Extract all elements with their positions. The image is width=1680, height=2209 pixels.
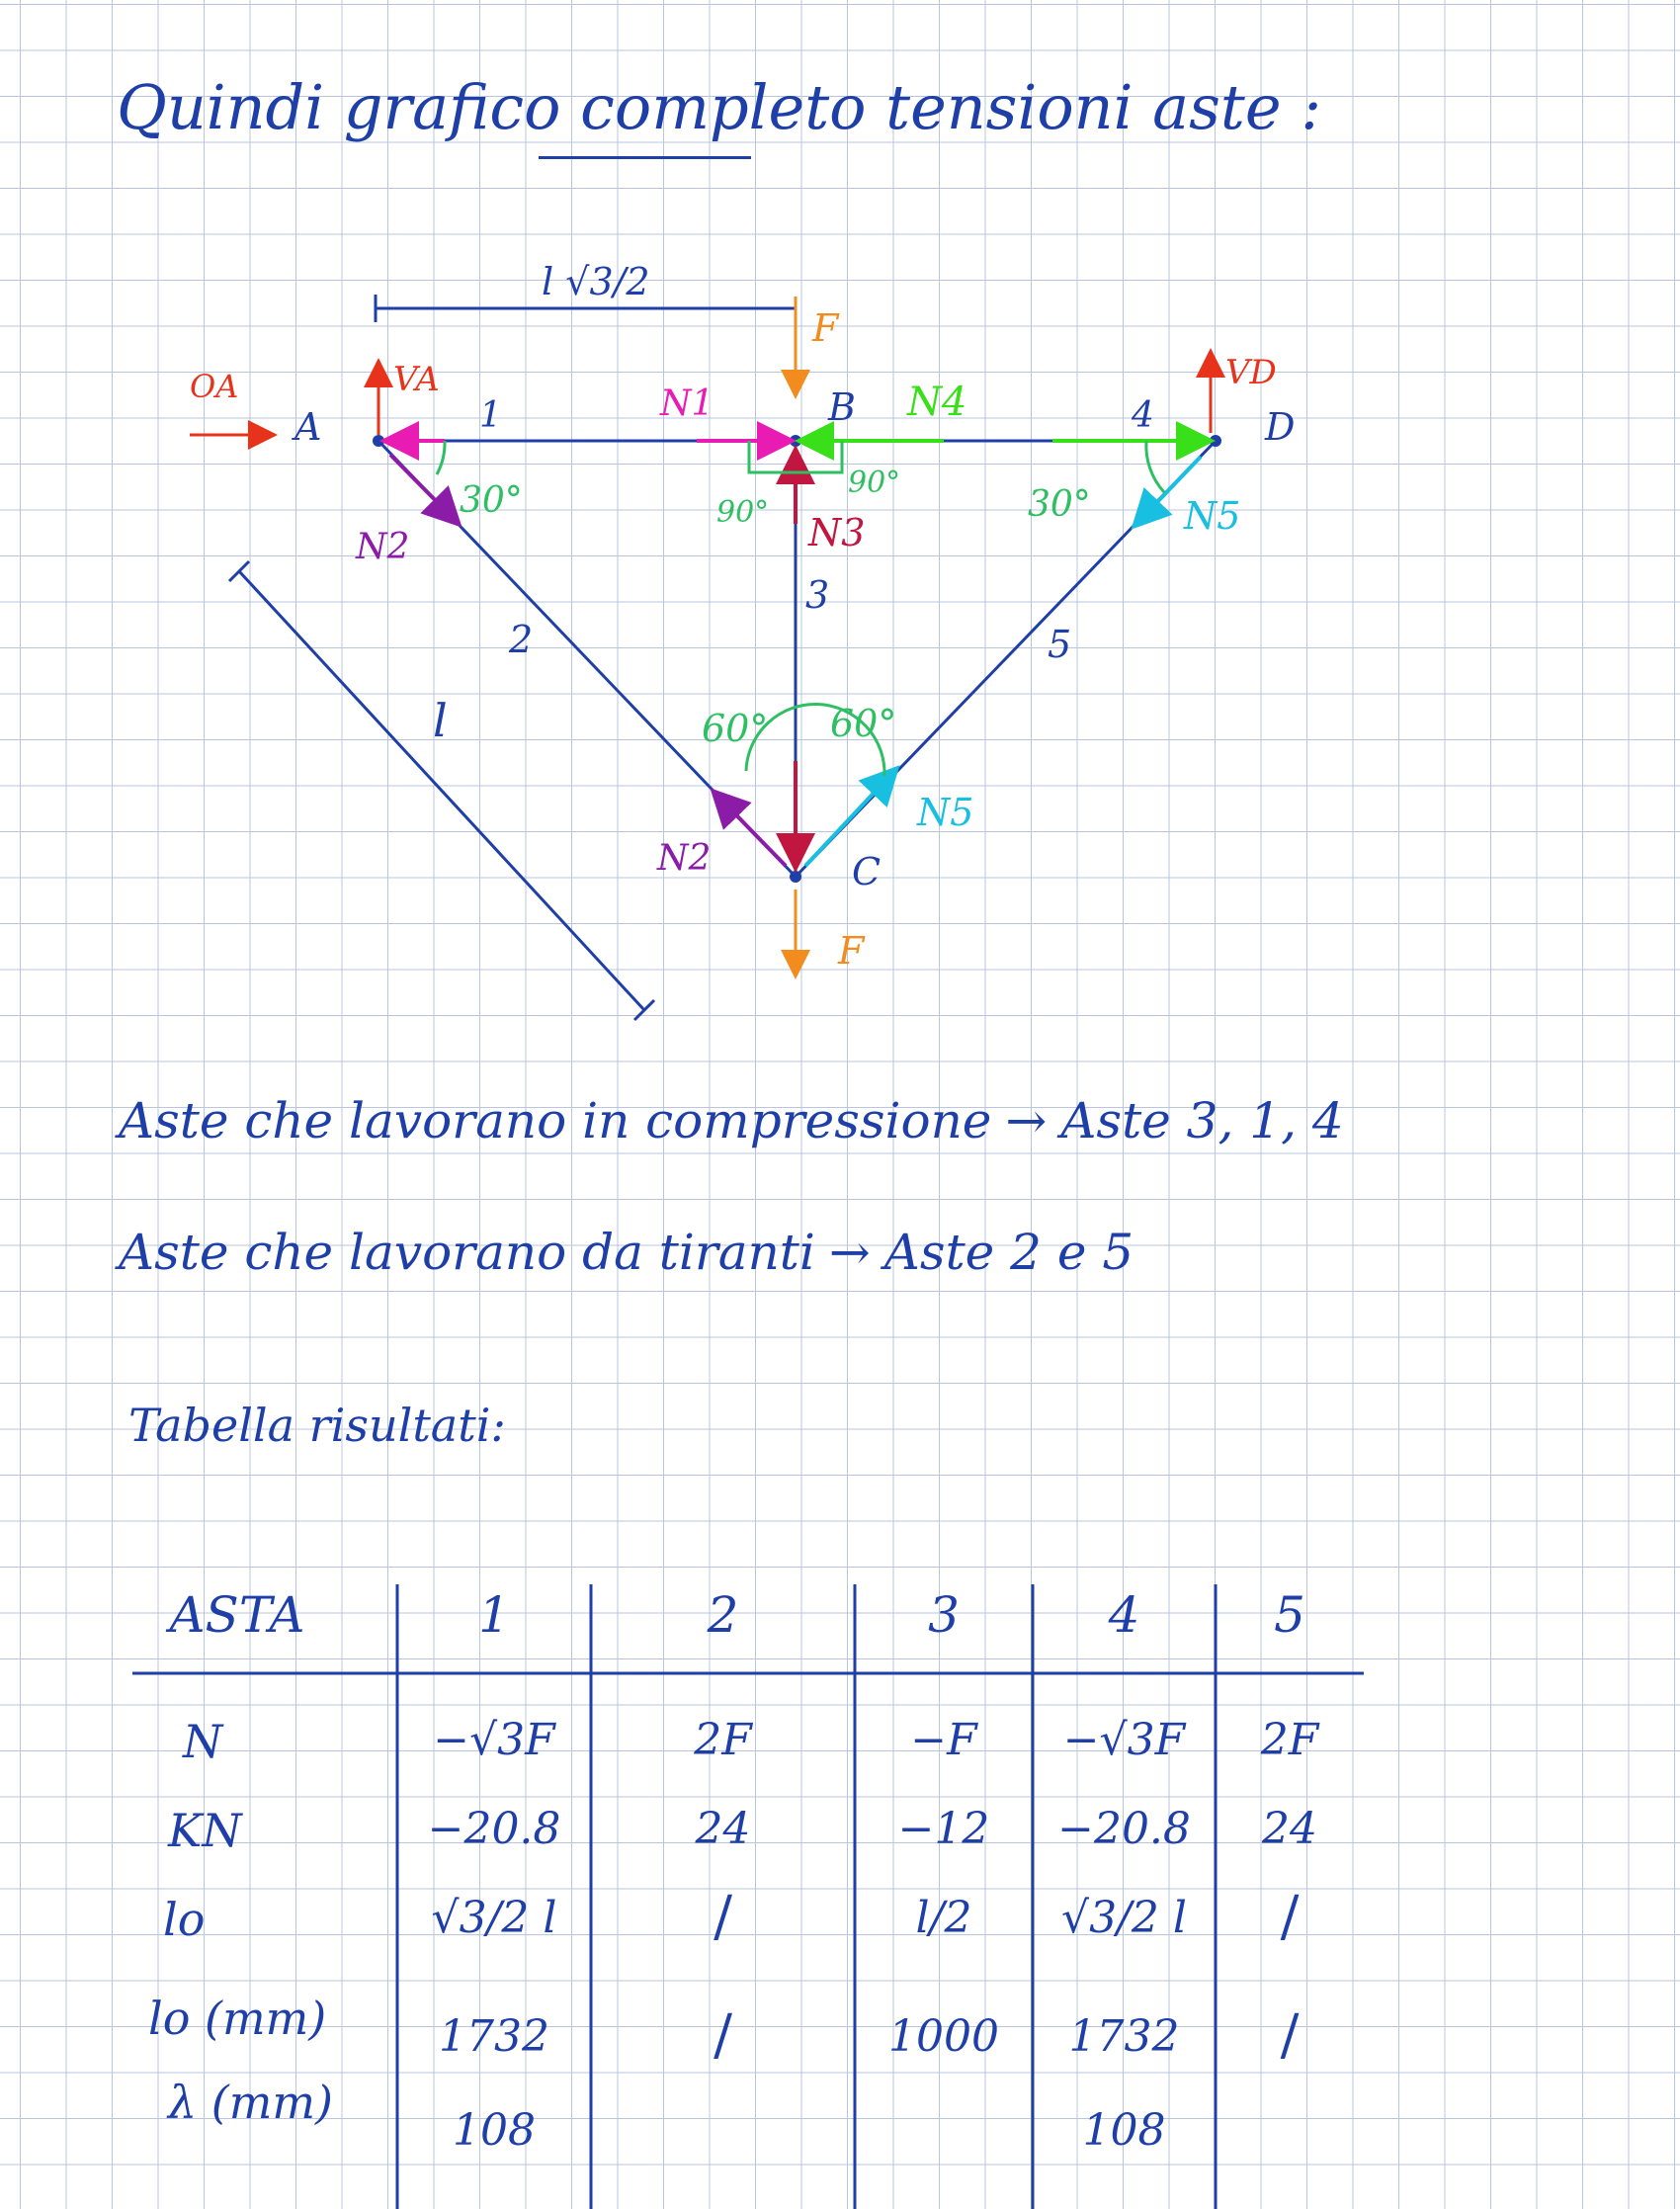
bar-label-1: 1 xyxy=(479,395,502,436)
table-cell: / xyxy=(714,1885,732,1949)
table-cell: −√3F xyxy=(433,1715,555,1765)
dimension-diagonal-label: l xyxy=(433,694,448,747)
tension-text: Aste che lavorano da tiranti xyxy=(119,1224,815,1281)
node-label-a: A xyxy=(294,405,322,449)
node-b-point xyxy=(790,435,801,447)
n2-label-top: N2 xyxy=(356,527,410,567)
angle-a-30: 30° xyxy=(460,480,523,521)
table-cell: / xyxy=(1280,2003,1300,2068)
row-label-lo: lo xyxy=(163,1893,206,1946)
row-label-kn: KN xyxy=(168,1804,242,1857)
tension-result: Aste 2 e 5 xyxy=(883,1224,1134,1281)
node-a-point xyxy=(373,435,384,447)
table-header-4: 4 xyxy=(1108,1586,1140,1644)
table-cell: 2F xyxy=(694,1715,752,1765)
table-header-asta: ASTA xyxy=(169,1586,305,1644)
n2-arrow-a xyxy=(390,455,457,522)
reaction-va-label: VA xyxy=(393,360,440,399)
arrow-right-icon: → xyxy=(828,1224,871,1281)
n5-label-bottom: N5 xyxy=(917,791,974,834)
n5-arrow-c xyxy=(805,771,894,866)
bar-label-4: 4 xyxy=(1132,395,1154,436)
angle-b-90-left: 90° xyxy=(716,495,770,530)
row-label-lo-mm: lo (mm) xyxy=(148,1992,327,2045)
angle-b-90-right: 90° xyxy=(848,466,901,500)
angle-d-30: 30° xyxy=(1028,484,1091,525)
dimension-top-label: l √3/2 xyxy=(542,260,650,303)
n4-label: N4 xyxy=(907,380,967,425)
table-cell: 1732 xyxy=(439,2011,549,2062)
table-header-1: 1 xyxy=(478,1586,510,1644)
n3-label: N3 xyxy=(808,511,866,554)
n1-label: N1 xyxy=(660,383,714,424)
compression-text: Aste che lavorano in compressione xyxy=(119,1092,992,1149)
angle-c-60-right: 60° xyxy=(830,702,897,745)
dimension-diagonal xyxy=(229,561,654,1020)
tension-line xyxy=(119,1224,1134,1281)
bar-label-2: 2 xyxy=(509,618,534,661)
table-cell: 108 xyxy=(1082,2105,1166,2156)
force-f-bottom-label: F xyxy=(838,929,865,973)
dimension-top xyxy=(376,260,796,322)
force-f-top-label: F xyxy=(812,306,839,350)
n5-label-top: N5 xyxy=(1184,494,1241,538)
table-cell: √3/2 l xyxy=(431,1893,557,1943)
angle-c-60-left: 60° xyxy=(702,707,769,750)
table-header-3: 3 xyxy=(928,1586,960,1644)
node-d-point xyxy=(1210,435,1221,447)
row-label-n: N xyxy=(183,1715,223,1768)
bar-label-5: 5 xyxy=(1048,623,1072,666)
table-cell: −20.8 xyxy=(427,1804,561,1854)
node-label-c: C xyxy=(852,850,882,893)
table-cell: 108 xyxy=(453,2105,536,2156)
table-header-2: 2 xyxy=(707,1586,739,1644)
node-label-b: B xyxy=(828,385,856,429)
table-cell: 1000 xyxy=(888,2011,999,2062)
compression-result: Aste 3, 1, 4 xyxy=(1060,1092,1344,1149)
table-cell: −F xyxy=(910,1715,977,1765)
table-cell: −12 xyxy=(897,1804,990,1854)
n2-arrow-c xyxy=(715,794,786,866)
bar-label-3: 3 xyxy=(805,573,830,617)
n2-label-bottom: N2 xyxy=(657,838,712,879)
reaction-oa-label: OA xyxy=(190,368,239,405)
node-c-point xyxy=(790,871,801,883)
row-label-lambda: λ (mm) xyxy=(168,2076,333,2129)
results-title: Tabella risultati: xyxy=(128,1399,506,1452)
table-cell: −20.8 xyxy=(1057,1804,1191,1854)
node-label-d: D xyxy=(1265,405,1296,449)
table-cell: l/2 xyxy=(915,1893,972,1943)
table-header-5: 5 xyxy=(1274,1586,1305,1644)
table-cell: 24 xyxy=(1262,1804,1317,1854)
table-cell: / xyxy=(1280,1885,1300,1949)
reaction-vd-label: VD xyxy=(1225,353,1277,392)
page-heading: Quindi grafico completo tensioni aste : xyxy=(117,71,1322,143)
compression-line xyxy=(119,1092,1344,1149)
table-cell: 1732 xyxy=(1068,2011,1180,2062)
arrow-right-icon: → xyxy=(1005,1092,1048,1149)
truss-diagram xyxy=(0,0,1680,1067)
table-cell: / xyxy=(714,2003,732,2068)
table-cell: √3/2 l xyxy=(1061,1893,1187,1943)
table-cell: 24 xyxy=(695,1804,751,1854)
table-cell: 2F xyxy=(1260,1715,1319,1765)
table-cell: −√3F xyxy=(1062,1715,1186,1765)
